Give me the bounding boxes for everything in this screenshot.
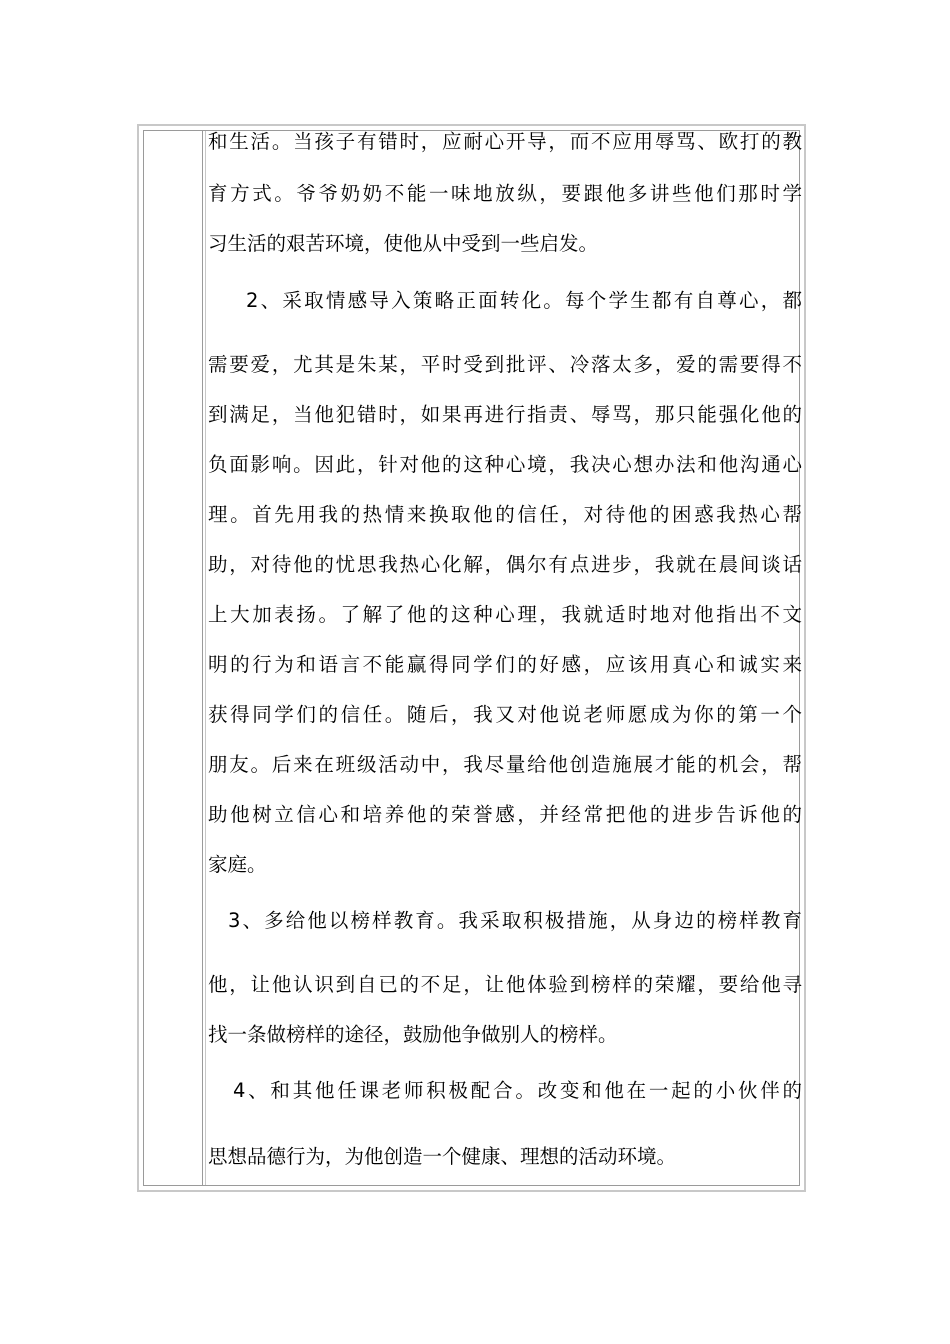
- text-line: 助，对待他的忧思我热心化解，偶尔有点进步，我就在晨间谈话: [208, 553, 802, 576]
- text-line: 和生活。当孩子有错时，应耐心开导，而不应用辱骂、欧打的教: [208, 130, 802, 153]
- paragraph-heading: 2、采取情感导入策略正面转化。每个学生都有自尊心，都: [246, 289, 802, 312]
- text-line: 朋友。后来在班级活动中，我尽量给他创造施展才能的机会，帮: [208, 753, 802, 776]
- text-line: 获得同学们的信任。随后，我又对他说老师愿成为你的第一个: [208, 703, 802, 726]
- paragraph-heading: 3、多给他以榜样教育。我采取积极措施，从身边的榜样教育: [228, 909, 802, 932]
- text-line: 育方式。爷爷奶奶不能一味地放纵，要跟他多讲些他们那时学: [208, 182, 802, 205]
- text-line: 家庭。: [208, 853, 267, 876]
- paragraph-heading: 4、和其他任课老师积极配合。改变和他在一起的小伙伴的: [233, 1079, 802, 1102]
- text-line: 需要爱，尤其是朱某，平时受到批评、冷落太多，爱的需要得不: [208, 353, 802, 376]
- text-line: 助他树立信心和培养他的荣誉感，并经常把他的进步告诉他的: [208, 803, 802, 826]
- table-column-divider: [205, 131, 206, 1185]
- text-line: 找一条做榜样的途径，鼓励他争做别人的榜样。: [208, 1023, 618, 1046]
- text-line: 明的行为和语言不能赢得同学们的好感，应该用真心和诚实来: [208, 653, 802, 676]
- text-line: 习生活的艰苦环境，使他从中受到一些启发。: [208, 232, 599, 255]
- text-line: 负面影响。因此，针对他的这种心境，我决心想办法和他沟通心: [208, 453, 802, 476]
- text-line: 上大加表扬。了解了他的这种心理，我就适时地对他指出不文: [208, 603, 802, 626]
- text-line: 他，让他认识到自已的不足，让他体验到榜样的荣耀，要给他寻: [208, 973, 802, 996]
- text-line: 理。首先用我的热情来换取他的信任，对待他的困惑我热心帮: [208, 503, 802, 526]
- text-line: 思想品德行为，为他创造一个健康、理想的活动环境。: [208, 1145, 677, 1168]
- table-left-cell: [144, 131, 203, 1185]
- text-line: 到满足，当他犯错时，如果再进行指责、辱骂，那只能强化他的: [208, 403, 802, 426]
